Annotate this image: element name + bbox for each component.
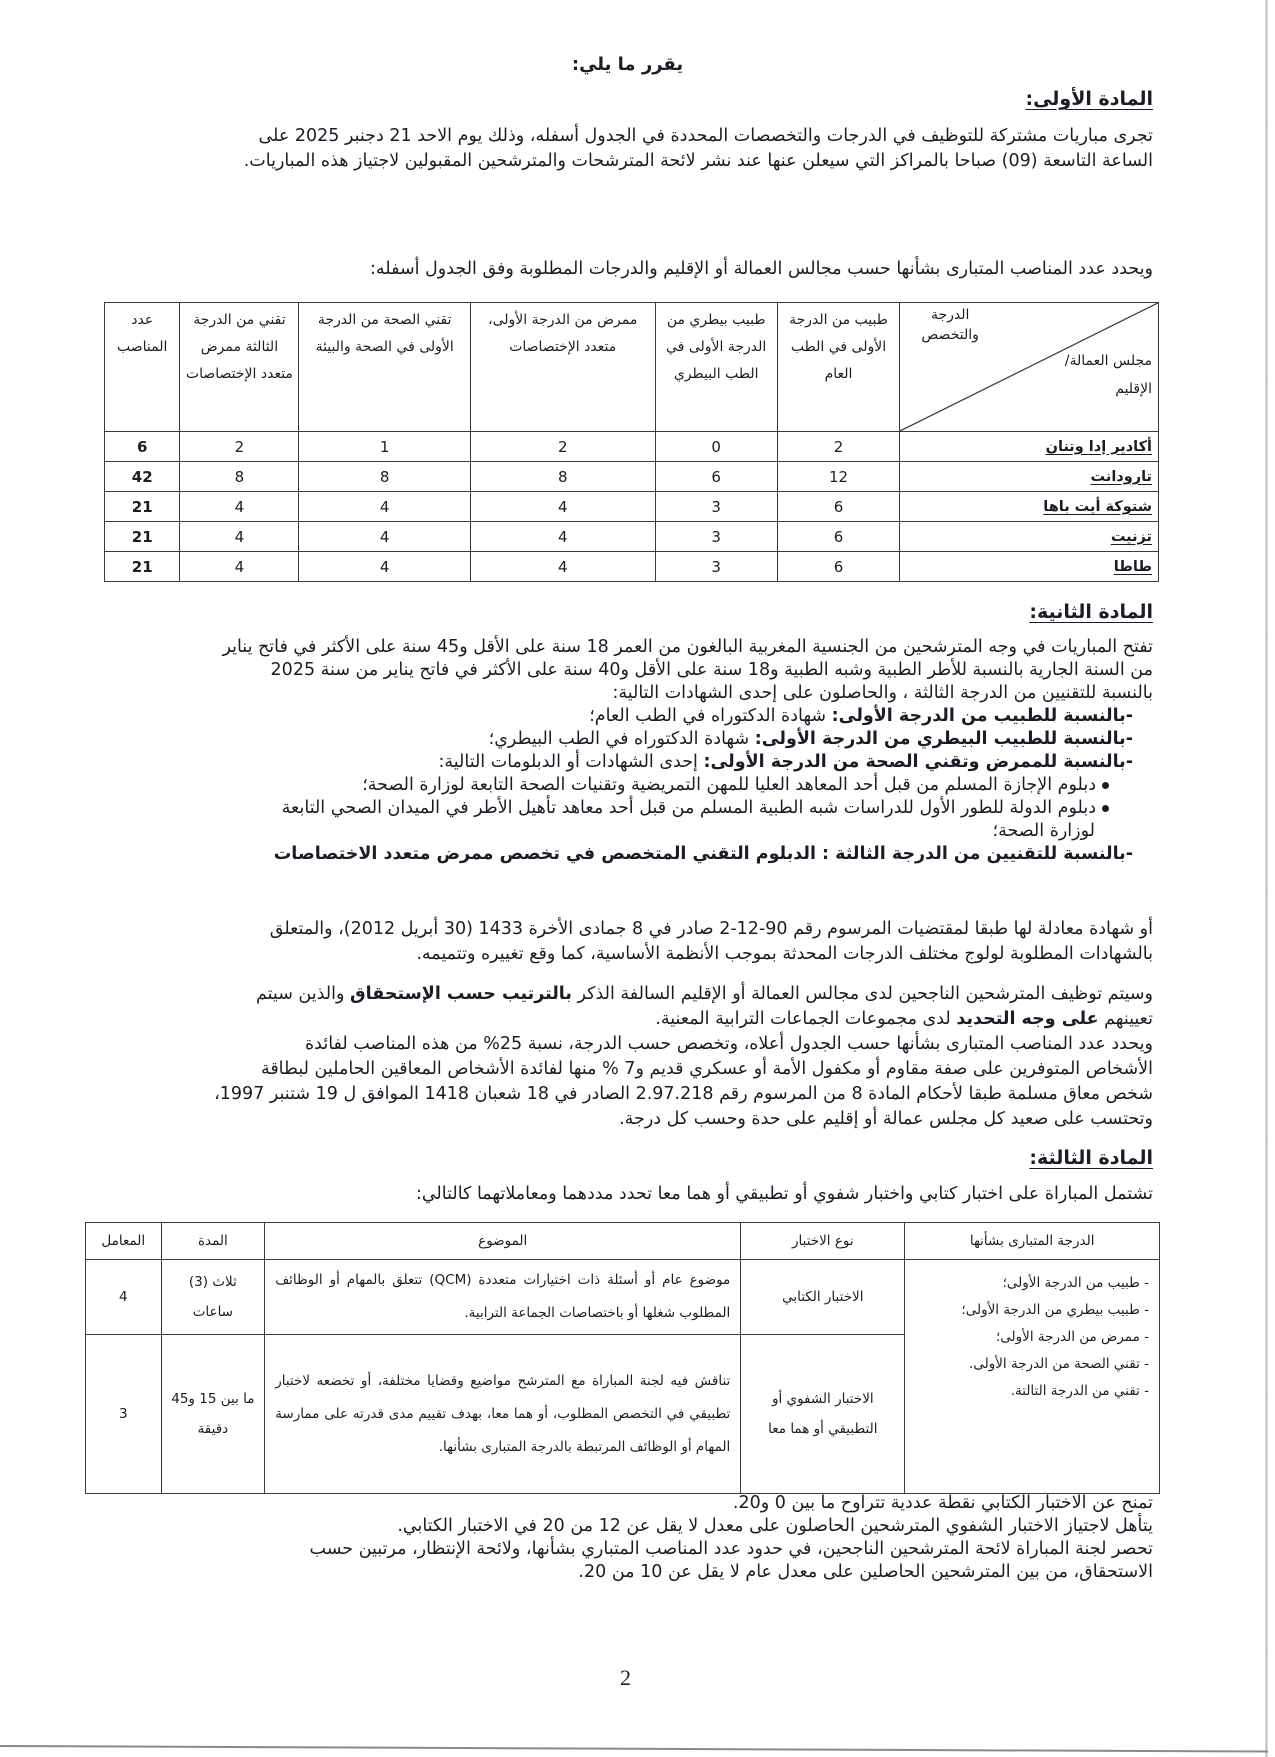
cell: 8 — [299, 462, 470, 492]
col-header-grade: الدرجة المتبارى بشأنها — [905, 1223, 1160, 1260]
cell: 3 — [655, 522, 777, 552]
table-row — [86, 1260, 1160, 1335]
total-cell: 6 — [105, 432, 180, 462]
article3-intro: تشتمل المباراة على اختبار كتابي واختبار شفوي أو تطبيقي أو هما معا تحدد مددهما ومعاملاتهما كالتالي: — [415, 1184, 1153, 1204]
exam-type-cell: الاختبار الشفوي أو التطبيقي أو هما معا — [741, 1335, 905, 1494]
cell: 4 — [299, 522, 470, 552]
table-row — [105, 492, 1159, 522]
article2-body — [128, 636, 1153, 866]
page-number: 2 — [620, 1665, 631, 1690]
article2-heading: المادة الثانية: — [1029, 601, 1153, 623]
table-intro: ويحدد عدد المناصب المتبارى بشأنها حسب مجالس العمالة أو الإقليم والدرجات المطلوبة وفق الجدول أسفله: — [370, 259, 1153, 279]
grading-notes: تمنح عن الاختبار الكتابي نقطة عددية تتراوح ما بين 0 و20. يتأهل لاجتياز الاختبار الشفوي المترشحين الحاصلون على معدل لا يقل عن 12 من 20 في الاختبار الكتابي. تحصر لجنة المباراة لائحة المترشحين الناجحين، في حدود عدد المناصب المتباري بشأنها، ولائحة الإنتظار، مرتبين حسب الاستحقاق، من بين المترشحين الحاصلين على معدل عام لا يقل عن 10 من 20. — [309, 1493, 1153, 1582]
bullet-icon — [1102, 805, 1109, 812]
cell: 6 — [777, 522, 899, 552]
list-item-continued: لوزارة الصحة؛ — [992, 821, 1095, 841]
cell: 2 — [777, 432, 899, 462]
subject-cell: تناقش فيه لجنة المباراة مع المترشح مواضيع وقضايا مختلفة، أو تخضعه لاختبار تطبيقي في التخصص المطلوب، أو هما معا، بهدف تقييم مدى قدرته على ممارسة المهام أو الوظائف المرتبطة بالدرجة المتبارى بشأنها. — [265, 1335, 741, 1494]
cell: 2 — [180, 432, 299, 462]
quota-paragraph: ويحدد عدد المناصب المتبارى بشأنها حسب الجدول أعلاه، وتخصص حسب الدرجة، نسبة 25% من هذه المناصب لفائدة الأشخاص المتوفرين على صفة مقاوم أو مكفول الأمة أو عسكري قديم و7 % منها لفائدة الأشخاص المعاقين الحاملين لبطاقة شخص معاق مسلمة طبقا لأحكام المادة 8 من المرسوم رقم 2.97.218 الصادر في 18 شعبان 1418 الموافق ل 19 شتنبر 1997، وتحتسب على صعيد كل مجلس عمالة أو إقليم على حدة وحسب كل درجة. — [214, 1034, 1153, 1129]
coefficient-cell: 3 — [86, 1335, 162, 1494]
article3-heading: المادة الثالثة: — [1029, 1147, 1153, 1169]
page-edge-bottom — [0, 1745, 1268, 1753]
coefficient-cell: 4 — [86, 1260, 162, 1335]
cell: 3 — [655, 492, 777, 522]
duration-cell: ثلاث (3) ساعات — [161, 1260, 265, 1335]
col-header-health-tech: تقني الصحة من الدرجة الأولى في الصحة والبيئة — [299, 303, 470, 432]
corner-top-label: الدرجة والتخصص — [921, 307, 979, 343]
table-row — [105, 552, 1159, 582]
list-item: - طبيب من الدرجة الأولى؛ — [1002, 1275, 1149, 1291]
total-cell: 21 — [105, 492, 180, 522]
col-header-duration: المدة — [161, 1223, 265, 1260]
table-row — [105, 462, 1159, 492]
row-name: تارودانت — [900, 462, 1159, 492]
subject-cell: موضوع عام أو أسئلة ذات اختيارات متعددة (QCM) تتعلق بالمهام أو الوظائف المطلوب شغلها أو باختصاصات الجماعة الترابية. — [265, 1260, 741, 1335]
total-cell: 21 — [105, 522, 180, 552]
col-header-third-tech: تقني من الدرجة الثالثة ممرض متعدد الإختصاصات — [180, 303, 299, 432]
cell: 4 — [180, 492, 299, 522]
cell: 4 — [470, 552, 655, 582]
positions-table-header — [105, 303, 1159, 432]
cell: 4 — [180, 552, 299, 582]
col-header-total: عدد المناصب — [105, 303, 180, 432]
table-row — [105, 522, 1159, 552]
cell: 12 — [777, 462, 899, 492]
total-cell: 21 — [105, 552, 180, 582]
corner-bottom-label: مجلس العمالة/ الإقليم — [1064, 353, 1152, 397]
row-name: تزنيت — [900, 522, 1159, 552]
col-header-general-doctor: طبيب من الدرجة الأولى في الطب العام — [777, 303, 899, 432]
article2-line: بالنسبة للتقنيين من الدرجة الثالثة ، والحاصلون على إحدى الشهادات التالية: — [612, 683, 1153, 703]
equivalence-paragraph: أو شهادة معادلة لها طبقا لمقتضيات المرسوم رقم 90-12-2 صادر في 8 جمادى الأخرة 1433 (30 أبريل 2012)، والمتعلق بالشهادات المطلوبة لولوج مختلف الدرجات المحدثة بموجب الأنظمة الأساسية، كما وقع تغييره وتتميمه. — [269, 919, 1153, 964]
article1-text — [128, 124, 1153, 174]
decision-heading: يقرر ما يلي: — [571, 54, 684, 75]
cell: 8 — [180, 462, 299, 492]
cell: 6 — [777, 552, 899, 582]
requirement-general-doctor: -بالنسبة للطبيب من الدرجة الأولى: شهادة الدكتوراه في الطب العام؛ — [589, 706, 1133, 726]
article1-line: تجرى مباريات مشتركة للتوظيف في الدرجات والتخصصات المحددة في الجدول أسفله، وذلك يوم الاحد 21 دجنبر 2025 على — [258, 126, 1153, 146]
total-cell: 42 — [105, 462, 180, 492]
article1-heading: المادة الأولى: — [1025, 88, 1153, 110]
exam-table — [85, 1222, 1160, 1494]
requirement-vet-doctor: -بالنسبة للطبيب البيطري من الدرجة الأولى: شهادة الدكتوراه في الطب البيطري؛ — [488, 729, 1133, 749]
cell: 4 — [180, 522, 299, 552]
list-item: - طبيب بيطري من الدرجة الأولى؛ — [961, 1302, 1149, 1318]
list-item: دبلوم الدولة للطور الأول للدراسات شبه الطبية المسلم من قبل أحد معاهد تأهيل الأطر في الميدان الصحي التابعة — [128, 797, 1153, 820]
exam-table-header — [86, 1223, 1160, 1260]
list-item: - ممرض من الدرجة الأولى؛ — [995, 1329, 1149, 1345]
exam-type-cell: الاختبار الكتابي — [741, 1260, 905, 1335]
article1-line: الساعة التاسعة (09) صباحا بالمراكز التي سيعلن عنها عند نشر لائحة المترشحات والمترشحين المقبولين لاجتياز هذه المباريات. — [243, 151, 1153, 171]
hiring-paragraph: وسيتم توظيف المترشحين الناجحين لدى مجالس العمالة أو الإقليم السالفة الذكر بالترتيب حسب الإستحقاق والذين سيتم تعيينهم على وجه التحديد لدى مجموعات الجماعات الترابية المعنية. — [255, 984, 1153, 1029]
duration-cell: ما بين 15 و45 دقيقة — [161, 1335, 265, 1494]
col-header-exam-type: نوع الاختبار — [741, 1223, 905, 1260]
list-item: - تقني من الدرجة التالتة. — [1010, 1383, 1149, 1399]
corner-header-cell — [900, 303, 1159, 432]
cell: 8 — [470, 462, 655, 492]
cell: 4 — [299, 552, 470, 582]
requirement-nurse-tech: -بالنسبة للممرض وتقني الصحة من الدرجة الأولى: إحدى الشهادات أو الدبلومات التالية: — [438, 752, 1133, 772]
cell: 4 — [470, 522, 655, 552]
cell: 2 — [470, 432, 655, 462]
row-name: طاطا — [900, 552, 1159, 582]
col-header-vet-doctor: طبيب بيطري من الدرجة الأولى في الطب البيطري — [655, 303, 777, 432]
row-name: أكادير إدا وتنان — [900, 432, 1159, 462]
cell: 3 — [655, 552, 777, 582]
row-name: شتوكة أيت باها — [900, 492, 1159, 522]
col-header-nurse: ممرض من الدرجة الأولى، متعدد الإختصاصات — [470, 303, 655, 432]
col-header-coefficient: المعامل — [86, 1223, 162, 1260]
cell: 0 — [655, 432, 777, 462]
list-item: دبلوم الإجازة المسلم من قبل أحد المعاهد العليا للمهن التمريضية وتقنيات الصحة التابعة لوزارة الصحة؛ — [128, 774, 1153, 797]
cell: 4 — [470, 492, 655, 522]
grades-list — [905, 1260, 1160, 1494]
article2-line: من السنة الجارية بالنسبة للأطر الطبية وشبه الطبية و18 سنة على الأقل و40 سنة على الأكثر في فاتح يناير من سنة 2025 — [270, 660, 1153, 680]
list-item: - تقني الصحة من الدرجة الأولى. — [969, 1356, 1149, 1372]
table-row — [105, 432, 1159, 462]
positions-table — [104, 302, 1159, 582]
bullet-icon — [1102, 782, 1109, 789]
cell: 6 — [655, 462, 777, 492]
cell: 6 — [777, 492, 899, 522]
article2-line: تفتح المباريات في وجه المترشحين من الجنسية المغربية البالغون من العمر 18 سنة على الأقل و45 سنة على الأكثر في فاتح يناير — [222, 637, 1153, 657]
requirement-third-tech: -بالنسبة للتقنيين من الدرجة الثالثة : الدبلوم التقني المتخصص في تخصص ممرض متعدد الاختصاصات — [273, 844, 1133, 864]
cell: 1 — [299, 432, 470, 462]
col-header-subject: الموضوع — [265, 1223, 741, 1260]
cell: 4 — [299, 492, 470, 522]
page-edge-right — [1265, 0, 1268, 1757]
